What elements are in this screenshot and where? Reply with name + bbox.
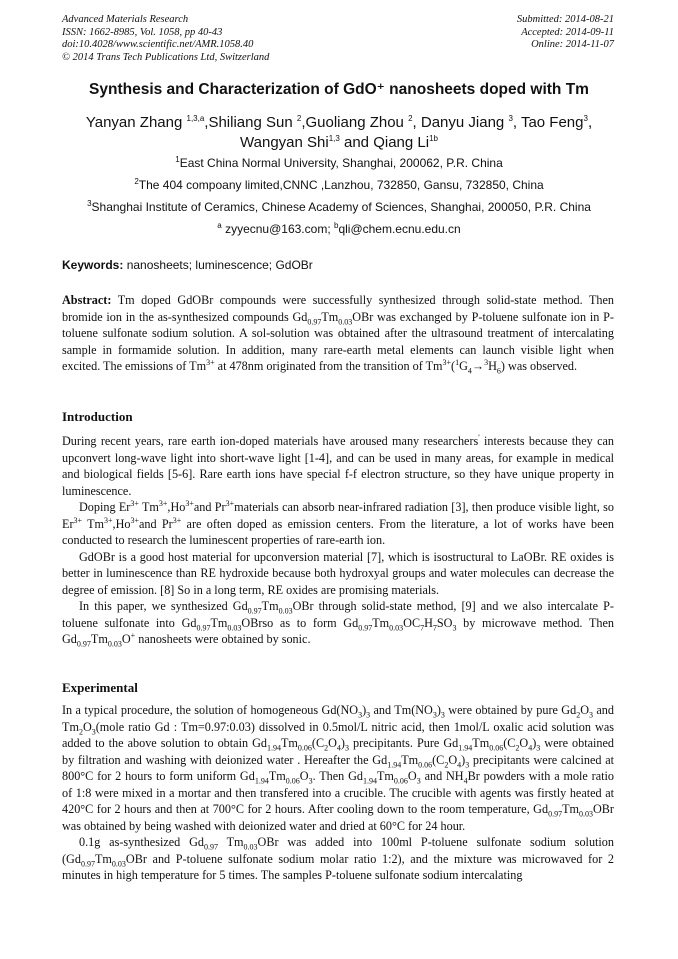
text-run: Doping Er [79,500,131,514]
author-name: Wangyan Shi [240,134,329,151]
email-b: qli@chem.ecnu.edu.cn [338,222,461,236]
text-run: materials can absorb near-infrared radiation [3], then produce visible light, so Er [62,500,614,531]
text-run: . Then Gd [312,769,363,783]
superscript: 3+ [225,498,235,508]
text-run: SO [436,615,453,630]
affiliation-3 [0,200,678,214]
text-run: nanosheets were obtained by sonic. [135,632,311,646]
affiliation-text: Shanghai Institute of Ceramics, Chinese Academy of Sciences, Shanghai, 200050, P.R. China [91,200,591,214]
subscript: 3 [416,776,421,786]
text-run: Tm [472,736,490,750]
journal-info [62,14,269,64]
author-name: Yanyan Zhang [85,114,183,131]
affiliation-text: The 404 compoany limited,CNNC ,Lanzhou, 732850, Gansu, 732850, China [138,178,544,192]
subscript: 0.97 [358,622,373,632]
author-sup: 3 [583,114,588,123]
superscript: 3+ [172,515,182,525]
subscript: 3 [366,710,371,720]
text-run: precipitants were calcined at 800°C for 2 hours to form uniform Gd [62,752,614,783]
subscript: 4 [467,366,472,376]
abstract-label: Abstract: [62,293,112,307]
subscript: 0.06 [297,743,312,753]
text-run: (C [432,752,445,767]
exp-paragraph-1 [62,702,614,834]
text-run: 0.1g as-synthesized Gd [79,835,204,849]
subscript: 0.03 [227,622,242,632]
subscript: 3 [465,759,470,769]
text-run: OC [403,615,421,630]
subscript: 2 [78,726,83,736]
subscript: 0.03 [338,316,353,326]
text-run: and Pr [139,516,173,531]
text-run: O [519,736,529,750]
author-sup: 1,3,a [186,114,205,123]
subscript: 3 [91,726,96,736]
subscript: 0.03 [107,639,122,649]
superscript: + [130,630,136,640]
superscript: 3+ [442,357,452,367]
text-run: OBr was added into 100ml P-toluene sulfonate sodium solution (Gd [62,835,614,866]
text-run: ) [436,703,441,717]
superscript: 3+ [185,498,194,508]
subscript: 0.97 [196,622,211,632]
text-run: Tm [280,736,298,750]
text-run: Tm [90,632,108,646]
subscript: 3 [440,710,445,720]
text-run: ) [461,752,466,767]
text-run: and Tm(NO [370,703,433,717]
text-run: O [580,703,589,717]
subscript: 3 [308,776,313,786]
text-run: and Pr [193,500,226,514]
author-sup: 1b [429,134,438,143]
subscript: 0.97 [76,639,91,649]
publication-dates [517,14,614,52]
text-run: Tm [401,752,419,767]
text-run: In this paper, we synthesized Gd [79,599,248,613]
affiliation-1 [0,156,678,170]
arrow-symbol: → [471,359,485,373]
text-run: (mole ratio Gd : Tm=0.97:0.03) dissolved in 0.5mol/L nitric acid, then 1mol/L oxalic acid solution was added to the above solution to obtain Gd [62,719,614,750]
text-run: are often doped as emission centers. From the literature, a lot of works have been conducted to research the luminescent properties of rare-earth ion. [62,516,614,547]
abstract-text: OBr was exchanged by P-toluene sulfonate ion in P-toluene sulfonate sodium solution. A sol-solution was obtained after the ultrasound treatment of intercalating sample in formamide solution. In addition, many rare-earth metal elements can launch visible light when excited. The emissions of Tm [62,309,614,373]
keywords-text: nanosheets; luminescence; GdOBr [123,258,313,272]
affiliation-sup: 1 [175,155,180,164]
subscript: 0.97 [307,316,322,326]
subscript: 4 [528,743,533,753]
abstract-text: G [459,359,468,373]
text-run: Tm [562,802,579,816]
subscript: 0.03 [579,809,593,819]
abstract-text: Tm [321,309,339,324]
text-run: were obtained by pure Gd [444,703,577,717]
subscript: 2 [324,743,329,753]
text-run: ,Ho [112,516,131,531]
affiliation-sup: 3 [87,199,92,208]
text-run: Tm [261,599,279,613]
subscript: 2 [576,710,581,720]
subscript: 0.06 [418,759,433,769]
text-run: OBr through solid-state method, [9] and we also intercalate P-toluene sulfonate into Gd [62,599,614,630]
subscript: 3 [344,743,349,753]
superscript: ' [478,432,480,442]
subscript: 0.97 [80,858,95,868]
text-run: O [448,752,458,767]
text-run: precipitants. Pure Gd [348,736,459,750]
text-run: In a typical procedure, the solution of homogeneous Gd(NO [62,703,359,717]
subscript: 3 [452,622,457,632]
subscript: 0.03 [243,842,258,852]
subscript: 4 [463,776,468,786]
subscript: 1.94 [387,759,402,769]
keywords [62,258,313,272]
superscript: 3+ [73,515,83,525]
text-run: OBr and P-toluene sulfonate sodium molar ratio 1:2), and the mixture was microwaved for 2 minutes in high temperature for 5 times. The samples P-toluene sulfonate sodium intercalating [62,851,614,882]
text-run: ) [362,703,367,717]
subscript: 6 [496,366,501,376]
keywords-label: Keywords: [62,258,124,272]
accepted-date: Accepted: 2014-09-11 [521,26,614,38]
author-name: , Danyu Jiang [412,114,505,131]
text-run: H [424,615,433,630]
abstract-text: at 478nm originated from the transition of Tm [214,359,443,373]
section-heading-experimental: Experimental [62,680,138,695]
introduction-body [62,433,614,648]
superscript: 3+ [104,515,113,525]
text-run: O [328,736,337,750]
submitted-date: Submitted: 2014-08-21 [516,14,614,25]
text-run: (C [311,736,325,750]
text-run: were obtained by filtration and washing with deionized water . Hereafter the Gd [62,736,614,767]
text-run: Tm [82,516,105,531]
journal-name: Advanced Materials Research [62,14,189,25]
subscript: 3 [589,710,593,720]
journal-doi: doi:10.4028/www.scientific.net/AMR.1058.40 [62,39,254,50]
author-name: ,Shiliang Sun [204,114,293,131]
text-run: and Tm [62,703,614,734]
superscript: 3+ [130,515,140,525]
author-emails [0,222,678,236]
subscript: 0.03 [278,606,293,616]
superscript: 1 [455,357,460,367]
author-name: and Qiang Li [339,134,430,151]
subscript: 3 [432,710,437,720]
intro-paragraph-3: GdOBr is a good host material for upconversion material [7], which is isostructural to LaOBr. RE oxides is better in luminescence than RE hydroxide because both hydroxyal groups and water molecules can decrease the degree of emission. [8] So in a long term, RE oxides are promising materials. [62,549,614,597]
author-name: ,Guoliang Zhou [301,114,404,131]
affiliation-text: East China Normal University, Shanghai, 200062, P.R. China [179,156,503,170]
email-sup: b [333,221,339,230]
abstract-text: Tm doped GdOBr compounds were successfully synthesized through solid-state method. Then bromide ion in the as-synthesized compounds Gd [62,293,614,324]
text-run: Br powders with a mole ratio of 1:8 were mixed in a mortar and then transfered into a crucible. The crucible with agents was firstly heated at 420°C for 2 hours and then at 700°C for 2 hours. After cooling down to the room temperature, Gd [62,769,614,816]
text-run: (C [503,736,516,750]
subscript: 0.97 [548,809,563,819]
exp-paragraph-2 [62,834,614,884]
text-run: ) [340,736,345,750]
intro-paragraph-1 [62,433,614,499]
journal-issn: ISSN: 1662-8985, Vol. 1058, pp 40-43 [62,26,223,38]
paper-title: Synthesis and Characterization of GdO⁺ nanosheets doped with Tm [89,81,589,98]
text-run: Tm [94,851,112,866]
abstract-text: H [488,359,497,373]
subscript: 1.94 [458,743,473,753]
subscript: 1.94 [266,743,281,753]
text-run: Tm [217,835,244,849]
text-run: Tm [372,615,390,630]
subscript: 0.06 [393,776,408,786]
subscript: 4 [336,743,341,753]
affiliation-2 [0,178,678,192]
subscript: 0.97 [203,842,218,852]
superscript: 3+ [206,357,215,367]
text-run: Tm [210,615,228,630]
text-run: O [82,719,92,734]
author-name: , Tao Feng [512,114,584,131]
text-run: OBr was obtained by being washed with deionized water and dried at 60°C for 24 hour. [62,802,614,833]
subscript: 3 [358,710,363,720]
text-run: During recent years, rare earth ion-doped materials have aroused many researchers [62,434,479,448]
subscript: 0.97 [247,606,262,616]
experimental-body [62,702,614,884]
text-run: interests because they can upconvert long-wave light into short-wave light [1-4], and can be used in many areas, for example in medical and biological fields [5-6]. Rare earth ions have special f-f electron structure, so they have unique property in luminescence. [62,434,614,498]
text-run: ) [532,736,537,750]
text-run: Tm [376,769,394,783]
subscript: 2 [444,759,449,769]
subscript: 2 [515,743,520,753]
text-run: Tm [138,500,159,514]
subscript: 0.03 [111,858,126,868]
intro-paragraph-4 [62,598,614,648]
subscript: 1.94 [254,776,269,786]
author-sup: 3 [508,114,513,123]
journal-copyright: © 2014 Trans Tech Publications Ltd, Switzerland [62,51,270,63]
text-run: O [299,769,309,783]
superscript: 3+ [158,498,168,508]
superscript: 3+ [130,498,139,508]
abstract-text: ( [451,359,456,373]
subscript: 4 [457,759,462,769]
subscript: 7 [432,622,437,632]
subscript: 3 [536,743,541,753]
author-sup: 2 [408,114,413,123]
text-run: ,Ho [167,500,186,514]
superscript: 3 [484,357,489,367]
subscript: 7 [420,622,425,632]
section-heading-introduction: Introduction [62,409,133,424]
author-sup: 2 [296,114,302,123]
intro-paragraph-2 [62,499,614,549]
subscript: 0.03 [389,622,404,632]
abstract-text: ) was observed. [500,359,578,373]
text-run: O [407,769,417,783]
text-run: OBrso as to form Gd [241,615,359,630]
subscript: 0.06 [285,776,300,786]
text-run: O [121,632,131,646]
author-list: Yanyan Zhang $^{1,3,a}$,Shiliang Sun $^2$,Guoliang Zhou $^2$, Danyu Jiang $^3$, Tao Feng$^3$, Wangyan Shi$^{1,3}$ and Qiang $Li^{1b}$ [85,114,593,151]
abstract [62,292,614,375]
author-sup: 1,3 [328,134,340,143]
text-run: and NH [420,769,464,783]
email-sup: a [217,221,222,230]
text-run: by microwave method. Then Gd [62,615,614,646]
subscript: 0.06 [489,743,504,753]
online-date: Online: 2014-11-07 [531,39,614,50]
subscript: 1.94 [362,776,377,786]
text-run: Tm [268,769,286,783]
affiliation-sup: 2 [134,177,139,186]
email-a: zyyecnu@163.com; [221,222,334,236]
